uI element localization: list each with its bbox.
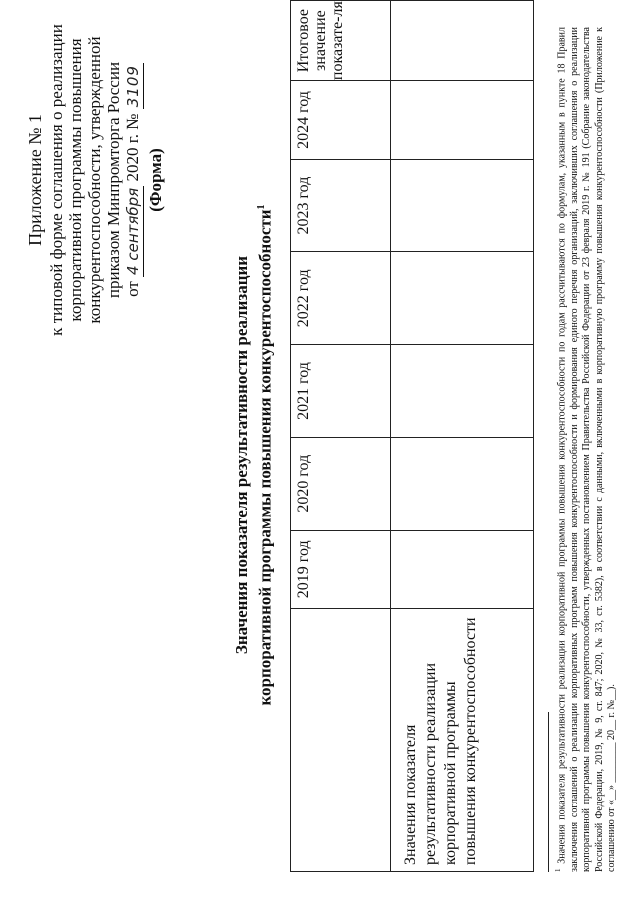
value-cell-2022[interactable] — [391, 252, 534, 345]
value-cell-2023[interactable] — [391, 159, 534, 252]
header-cell-2019: 2019 год — [291, 530, 391, 608]
header-cell-2024: 2024 год — [291, 81, 391, 159]
value-cell-2024[interactable] — [391, 81, 534, 159]
appendix-line-3: конкурентоспособности, утвержденной — [85, 36, 104, 324]
heading-line-2-text: корпоративной программы повышения конкурентоспособности — [255, 209, 275, 706]
appendix-date-line — [123, 15, 144, 345]
form-label: (Форма) — [146, 148, 165, 212]
header-cell-2021: 2021 год — [291, 345, 391, 438]
appendix-title: Приложение № 1 — [25, 114, 45, 246]
header-cell-2022: 2022 год — [291, 252, 391, 345]
heading-line-1: Значения показателя результативности реализации — [232, 255, 251, 655]
document-heading — [232, 195, 276, 715]
heading-line-2 — [252, 195, 276, 715]
appendix-header — [26, 15, 165, 345]
table-row — [391, 1, 534, 872]
footnote-divider — [548, 712, 549, 872]
handwritten-number: 3109 — [124, 65, 142, 108]
value-cell-2020[interactable] — [391, 437, 534, 530]
handwritten-date: 4 сентября — [124, 187, 142, 275]
date-year: 2020 г. № — [123, 113, 142, 182]
header-cell-total: Итоговое значение показате-ля — [291, 1, 391, 81]
appendix-line-2: корпоративной программы повышения — [66, 38, 85, 322]
header-cell-2020: 2020 год — [291, 437, 391, 530]
table-header-row — [291, 1, 391, 872]
header-cell-2023: 2023 год — [291, 159, 391, 252]
footnote-text: Значения показателя результативности реализации корпоративной программы повышения конкурентоспособности по годам рассчитываются по формулам, указанным в пункте 18 Правил заключения соглашений о реализации корпоративных программ повышения конкурентоспособности и формирования единого перечня организаций, заключивших соглашения о реализации корпоративной программы повышения конкурентоспособности, утвержденных постановлением Правительства Российской Федерации от 23 февраля 2019 г. № 191 (Собрание законодательства Российской Федерации, 2019, № 9, ст. 847; 2020, № 33, ст. 5382), в соответствии с данными, включенными в корпоративную программу повышения конкурентоспособности (Приложение к соглашению от «__» ________ 20__ г. №__). — [556, 26, 617, 872]
header-cell-blank — [291, 609, 391, 872]
appendix-line-4: приказом Минпромторга России — [104, 61, 123, 299]
value-cell-2021[interactable] — [391, 345, 534, 438]
value-cell-2019[interactable] — [391, 530, 534, 608]
footnote-mark: 1 — [554, 868, 562, 872]
value-cell-total[interactable] — [391, 1, 534, 81]
footnote — [552, 27, 618, 872]
date-prefix: от — [123, 281, 142, 297]
indicator-table — [290, 0, 534, 872]
heading-footnote-mark: 1 — [256, 204, 267, 210]
appendix-line-1: к типовой форме соглашения о реализации — [47, 24, 66, 336]
row-label-cell: Значения показателя результативности реализации корпоративной программы повышения конкурентоспособности — [391, 609, 534, 872]
